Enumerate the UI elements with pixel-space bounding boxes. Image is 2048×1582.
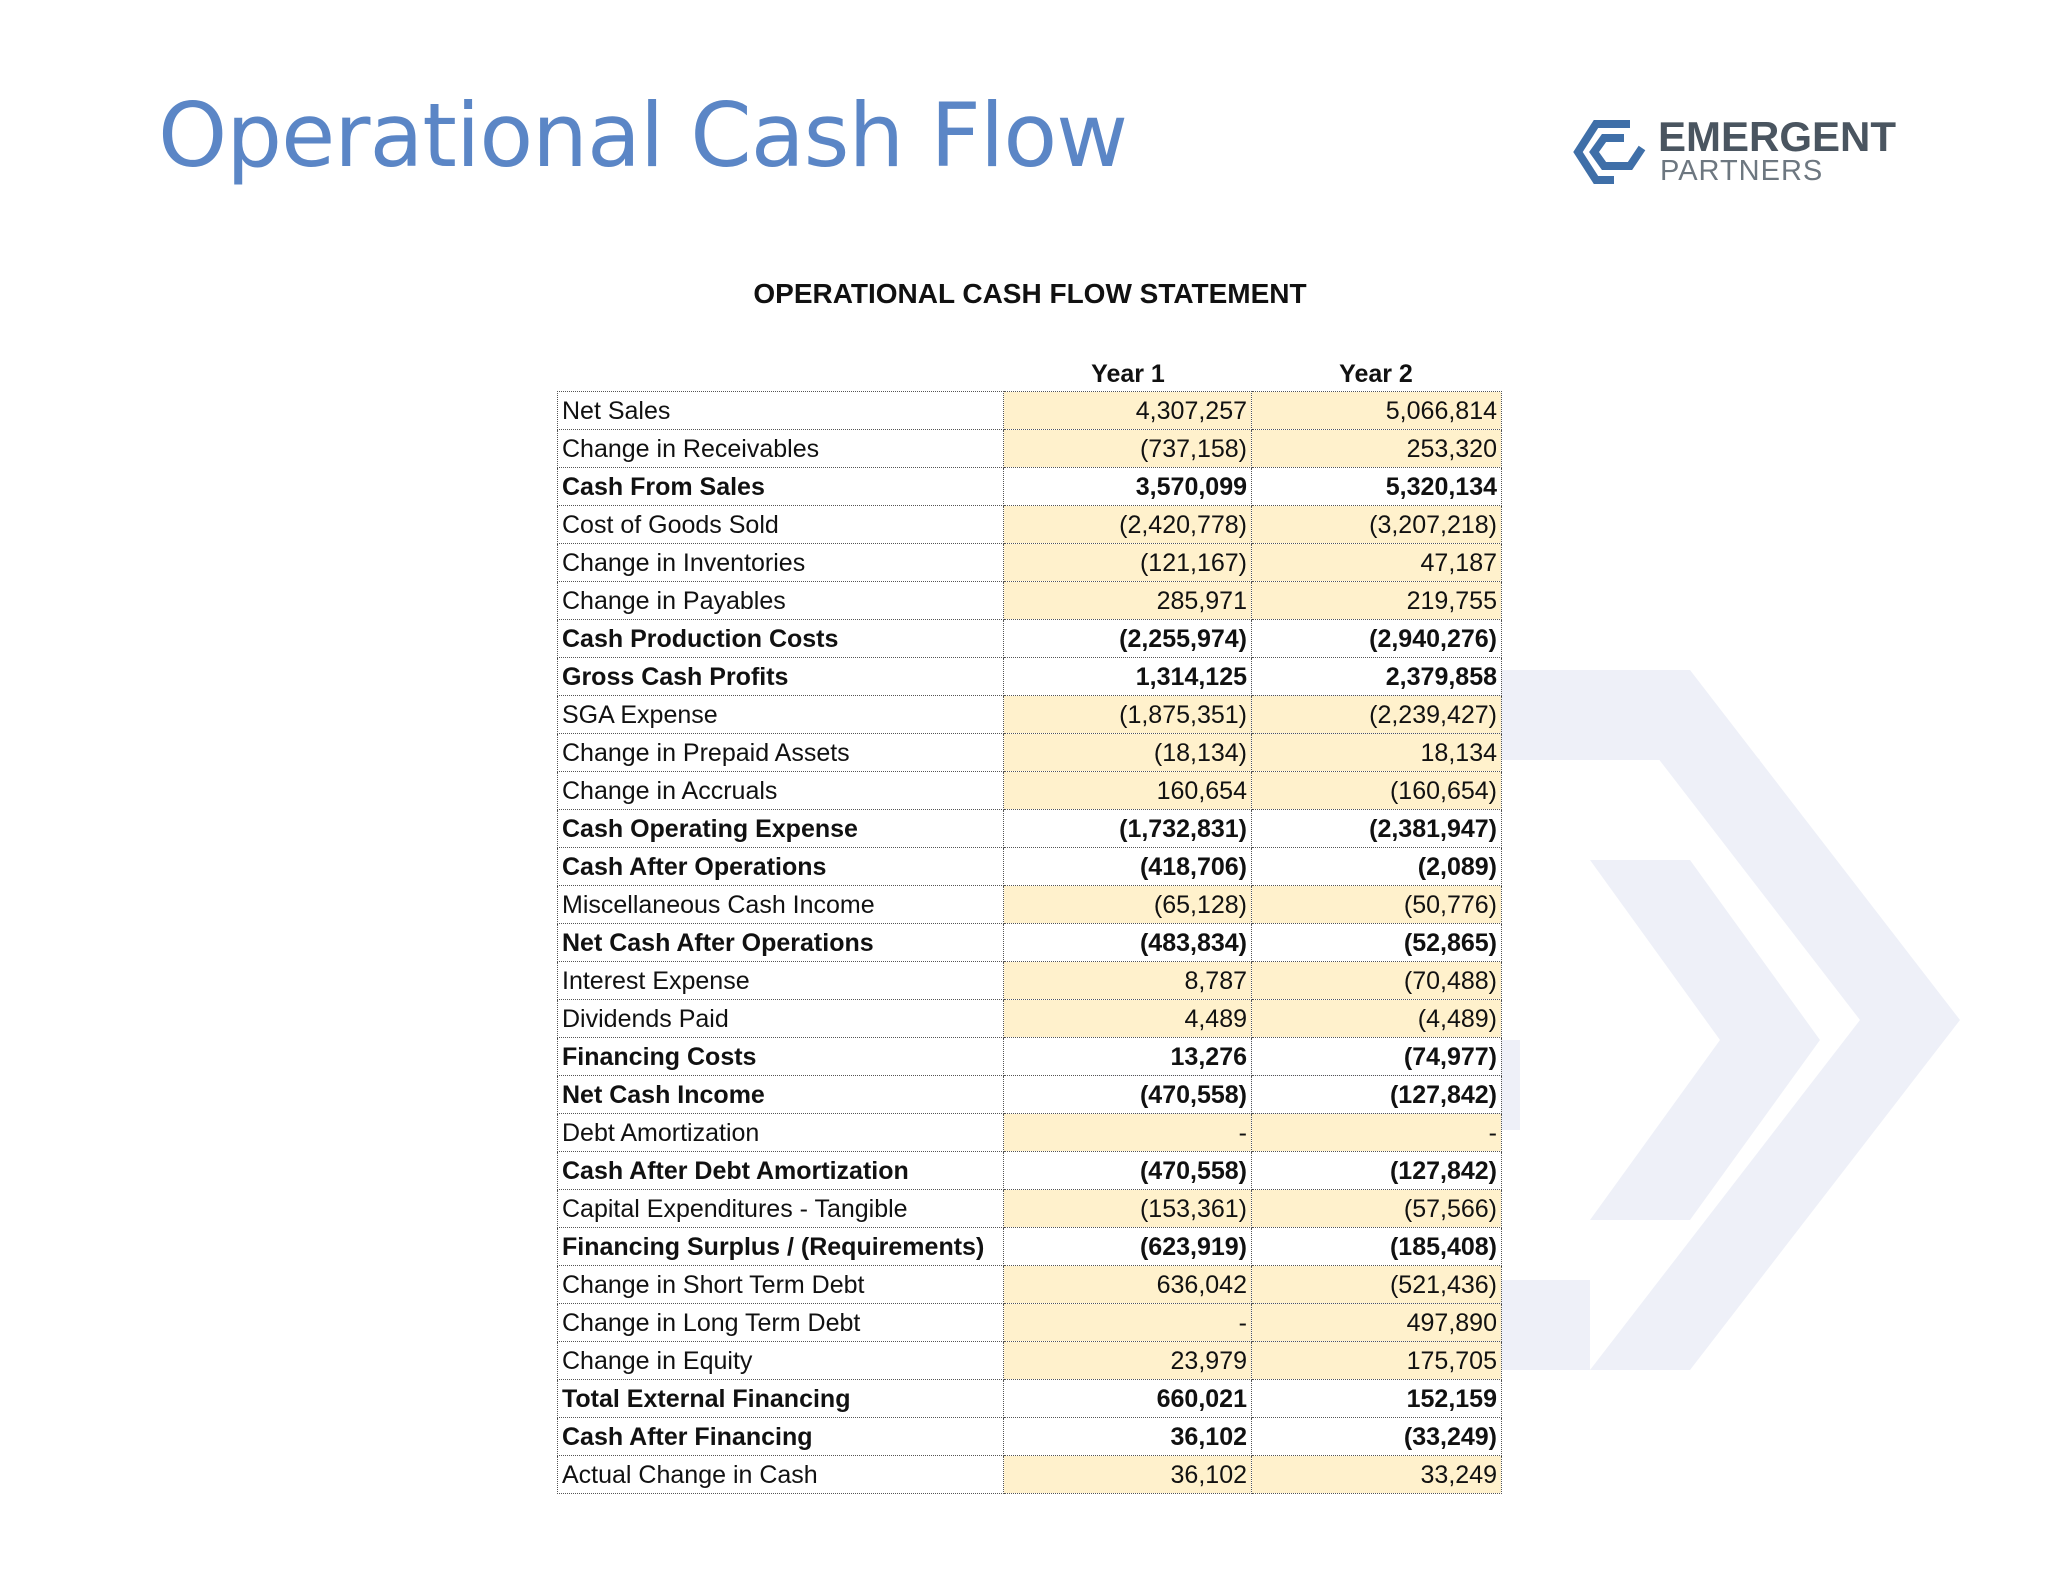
table-row — [558, 1342, 1502, 1380]
year-1-value: 36,102 — [1004, 1456, 1252, 1494]
table-row — [558, 1228, 1502, 1266]
year-2-value: 152,159 — [1252, 1380, 1502, 1418]
year-1-value: (483,834) — [1004, 924, 1252, 962]
year-1-value: 660,021 — [1004, 1380, 1252, 1418]
table-row — [558, 1000, 1502, 1038]
row-label: Change in Long Term Debt — [558, 1304, 1004, 1342]
row-label: Change in Payables — [558, 582, 1004, 620]
row-label: Actual Change in Cash — [558, 1456, 1004, 1494]
year-1-value: (153,361) — [1004, 1190, 1252, 1228]
row-label: Financing Surplus / (Requirements) — [558, 1228, 1004, 1266]
table-row — [558, 430, 1502, 468]
row-label: Change in Equity — [558, 1342, 1004, 1380]
table-row — [558, 772, 1502, 810]
year-1-value: - — [1004, 1304, 1252, 1342]
row-label: Interest Expense — [558, 962, 1004, 1000]
row-label: Financing Costs — [558, 1038, 1004, 1076]
column-header-year-1: Year 1 — [1091, 360, 1165, 388]
year-1-value: (737,158) — [1004, 430, 1252, 468]
year-2-value: 497,890 — [1252, 1304, 1502, 1342]
year-2-value: (50,776) — [1252, 886, 1502, 924]
year-1-value: 160,654 — [1004, 772, 1252, 810]
row-label: Cash After Financing — [558, 1418, 1004, 1456]
year-2-value: (52,865) — [1252, 924, 1502, 962]
year-2-value: (127,842) — [1252, 1152, 1502, 1190]
row-label: Cash After Debt Amortization — [558, 1152, 1004, 1190]
year-1-value: (623,919) — [1004, 1228, 1252, 1266]
table-row — [558, 506, 1502, 544]
table-row — [558, 1380, 1502, 1418]
row-label: Change in Receivables — [558, 430, 1004, 468]
year-1-value: (18,134) — [1004, 734, 1252, 772]
year-2-value: (185,408) — [1252, 1228, 1502, 1266]
year-1-value: (470,558) — [1004, 1076, 1252, 1114]
year-2-value: 5,066,814 — [1252, 392, 1502, 430]
year-2-value: (3,207,218) — [1252, 506, 1502, 544]
table-row — [558, 1456, 1502, 1494]
table-row — [558, 582, 1502, 620]
year-1-value: (121,167) — [1004, 544, 1252, 582]
row-label: Change in Accruals — [558, 772, 1004, 810]
row-label: Miscellaneous Cash Income — [558, 886, 1004, 924]
table-row — [558, 1038, 1502, 1076]
row-label: Capital Expenditures - Tangible — [558, 1190, 1004, 1228]
row-label: Net Sales — [558, 392, 1004, 430]
table-row — [558, 544, 1502, 582]
row-label: Cash After Operations — [558, 848, 1004, 886]
slide-title: Operational Cash Flow — [158, 84, 1128, 187]
row-label: Cash From Sales — [558, 468, 1004, 506]
year-2-value: (33,249) — [1252, 1418, 1502, 1456]
year-1-value: (1,732,831) — [1004, 810, 1252, 848]
year-2-value: (2,381,947) — [1252, 810, 1502, 848]
row-label: Change in Inventories — [558, 544, 1004, 582]
year-1-value: 23,979 — [1004, 1342, 1252, 1380]
year-1-value: 636,042 — [1004, 1266, 1252, 1304]
year-2-value: (160,654) — [1252, 772, 1502, 810]
logo-text-primary: EMERGENT — [1658, 113, 1897, 160]
year-2-value: (2,940,276) — [1252, 620, 1502, 658]
company-logo — [1570, 112, 1900, 192]
year-2-value: 219,755 — [1252, 582, 1502, 620]
year-2-value: 5,320,134 — [1252, 468, 1502, 506]
table-row — [558, 1076, 1502, 1114]
row-label: Cash Production Costs — [558, 620, 1004, 658]
row-label: Net Cash Income — [558, 1076, 1004, 1114]
year-2-value: 47,187 — [1252, 544, 1502, 582]
year-1-value: (1,875,351) — [1004, 696, 1252, 734]
year-1-value: (2,255,974) — [1004, 620, 1252, 658]
table-row — [558, 1304, 1502, 1342]
year-2-value: - — [1252, 1114, 1502, 1152]
year-2-value: 2,379,858 — [1252, 658, 1502, 696]
year-2-value: (57,566) — [1252, 1190, 1502, 1228]
year-1-value: 4,307,257 — [1004, 392, 1252, 430]
logo-text-secondary: PARTNERS — [1660, 155, 1824, 187]
row-label: Change in Short Term Debt — [558, 1266, 1004, 1304]
year-2-value: 33,249 — [1252, 1456, 1502, 1494]
row-label: Net Cash After Operations — [558, 924, 1004, 962]
table-row — [558, 1190, 1502, 1228]
year-2-value: (521,436) — [1252, 1266, 1502, 1304]
row-label: Debt Amortization — [558, 1114, 1004, 1152]
row-label: Cost of Goods Sold — [558, 506, 1004, 544]
year-2-value: (2,089) — [1252, 848, 1502, 886]
table-row — [558, 658, 1502, 696]
statement-title: OPERATIONAL CASH FLOW STATEMENT — [753, 278, 1307, 309]
year-2-value: (127,842) — [1252, 1076, 1502, 1114]
year-2-value: 253,320 — [1252, 430, 1502, 468]
table-row — [558, 1266, 1502, 1304]
year-1-value: (2,420,778) — [1004, 506, 1252, 544]
row-label: Total External Financing — [558, 1380, 1004, 1418]
row-label: Change in Prepaid Assets — [558, 734, 1004, 772]
year-1-value: (65,128) — [1004, 886, 1252, 924]
year-1-value: - — [1004, 1114, 1252, 1152]
table-row — [558, 924, 1502, 962]
table-row — [558, 734, 1502, 772]
cash-flow-table-body — [558, 392, 1502, 1494]
year-2-value: (4,489) — [1252, 1000, 1502, 1038]
table-row — [558, 962, 1502, 1000]
year-2-value: (2,239,427) — [1252, 696, 1502, 734]
year-2-value: (74,977) — [1252, 1038, 1502, 1076]
table-row — [558, 392, 1502, 430]
year-1-value: (418,706) — [1004, 848, 1252, 886]
cash-flow-table — [557, 391, 1502, 1494]
year-1-value: 285,971 — [1004, 582, 1252, 620]
year-1-value: (470,558) — [1004, 1152, 1252, 1190]
column-header-year-2: Year 2 — [1339, 360, 1413, 388]
table-row — [558, 810, 1502, 848]
year-1-value: 1,314,125 — [1004, 658, 1252, 696]
year-1-value: 36,102 — [1004, 1418, 1252, 1456]
row-label: Dividends Paid — [558, 1000, 1004, 1038]
table-row — [558, 886, 1502, 924]
year-1-value: 3,570,099 — [1004, 468, 1252, 506]
row-label: Gross Cash Profits — [558, 658, 1004, 696]
year-1-value: 4,489 — [1004, 1000, 1252, 1038]
hexagon-logo-icon — [1570, 112, 1650, 192]
table-row — [558, 848, 1502, 886]
row-label: SGA Expense — [558, 696, 1004, 734]
table-row — [558, 620, 1502, 658]
table-row — [558, 1418, 1502, 1456]
row-label: Cash Operating Expense — [558, 810, 1004, 848]
year-1-value: 13,276 — [1004, 1038, 1252, 1076]
year-2-value: 175,705 — [1252, 1342, 1502, 1380]
table-row — [558, 1114, 1502, 1152]
year-1-value: 8,787 — [1004, 962, 1252, 1000]
table-row — [558, 468, 1502, 506]
year-2-value: (70,488) — [1252, 962, 1502, 1000]
year-2-value: 18,134 — [1252, 734, 1502, 772]
table-row — [558, 1152, 1502, 1190]
table-row — [558, 696, 1502, 734]
